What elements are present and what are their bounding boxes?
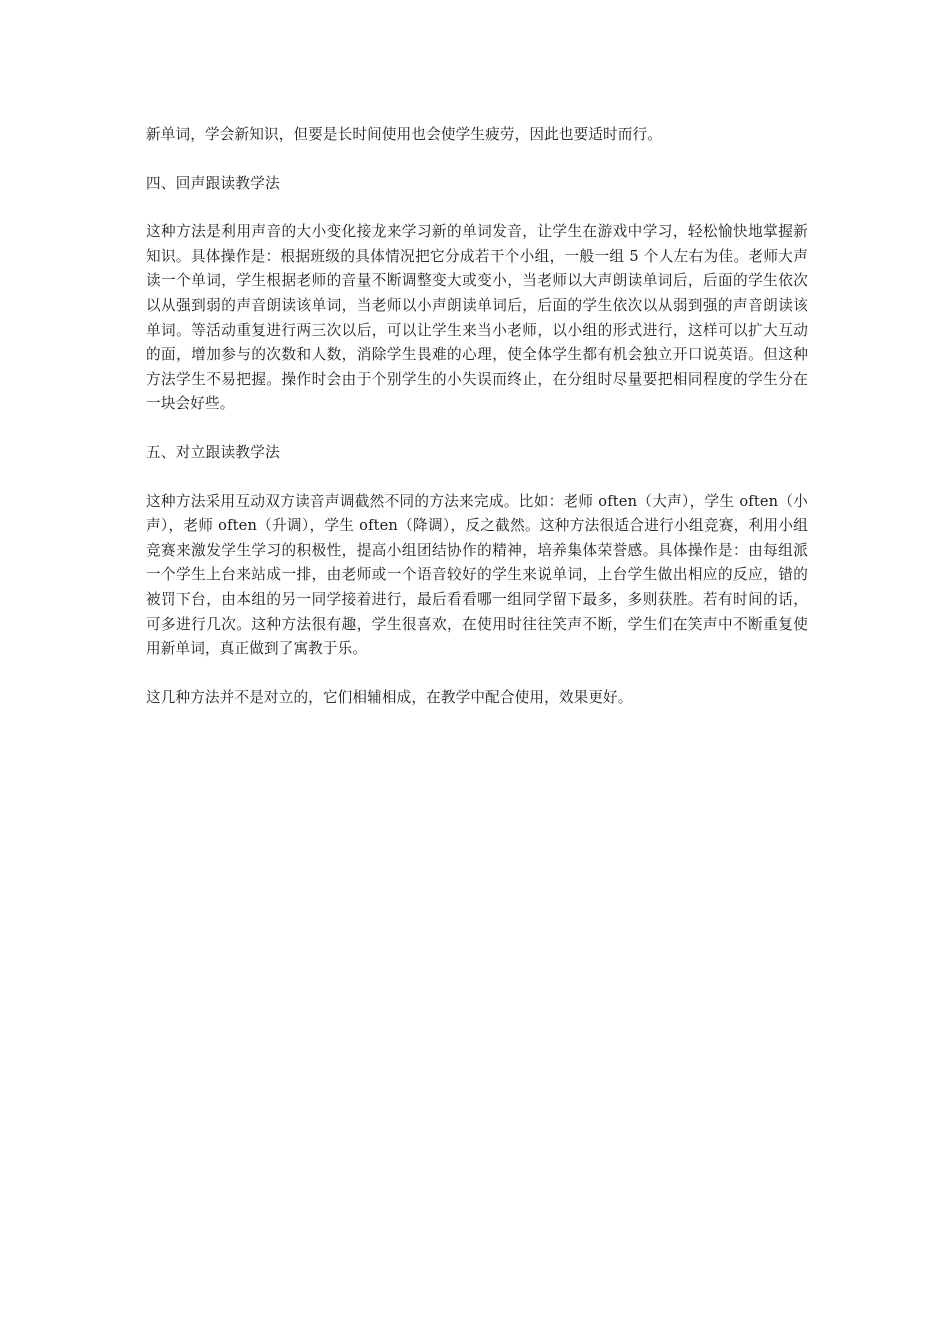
paragraph-spacer (146, 662, 808, 686)
section-heading-4: 四、回声跟读教学法 (146, 174, 281, 192)
section-heading-5: 五、对立跟读教学法 (146, 443, 281, 461)
paragraph-section-5: 这种方法采用互动双方读音声调截然不同的方法来完成。比如：老师 often（大声），学生 often（小声），老师 often（升调），学生 often（降调），反之截然。这种方法很适合进行小组竞赛，利用小组竞赛来激发学生学习的积极性，提高小组团结协作的精神，培养集体荣誉感。具体操作是：由每组派一个学生上台来站成一排，由老师或一个语音较好的学生来说单词，上台学生做出相应的反应，错的被罚下台，由本组的另一同学接着进行，最后看看哪一组同学留下最多，多则获胜。若有时间的话，可多进行几次。这种方法很有趣，学生很喜欢，在使用时往往笑声不断，学生们在笑声中不断重复使用新单词，真正做到了寓教于乐。 (146, 492, 808, 658)
paragraph-spacer (146, 148, 808, 172)
paragraph-spacer (146, 196, 808, 220)
paragraph-spacer (146, 466, 808, 490)
paragraph-conclusion: 这几种方法并不是对立的，它们相辅相成，在教学中配合使用，效果更好。 (146, 688, 633, 706)
document-page (146, 123, 808, 710)
paragraph-spacer (146, 417, 808, 441)
paragraph-section-4: 这种方法是利用声音的大小变化接龙来学习新的单词发音，让学生在游戏中学习，轻松愉快地掌握新知识。具体操作是：根据班级的具体情况把它分成若干个小组，一般一组 5 个人左右为佳。老师大声读一个单词，学生根据老师的音量不断调整变大或变小，当老师以大声朗读单词后，后面的学生依次以从强到弱的声音朗读该单词，当老师以小声朗读单词后，后面的学生依次以从弱到强的声音朗读该单词。等活动重复进行两三次以后，可以让学生来当小老师，以小组的形式进行，这样可以扩大互动的面，增加参与的次数和人数，消除学生畏难的心理，使全体学生都有机会独立开口说英语。但这种方法学生不易把握。操作时会由于个别学生的小失误而终止，在分组时尽量要把相同程度的学生分在一块会好些。 (146, 223, 808, 413)
paragraph-intro-tail: 新单词，学会新知识，但要是长时间使用也会使学生疲劳，因此也要适时而行。 (146, 126, 663, 143)
